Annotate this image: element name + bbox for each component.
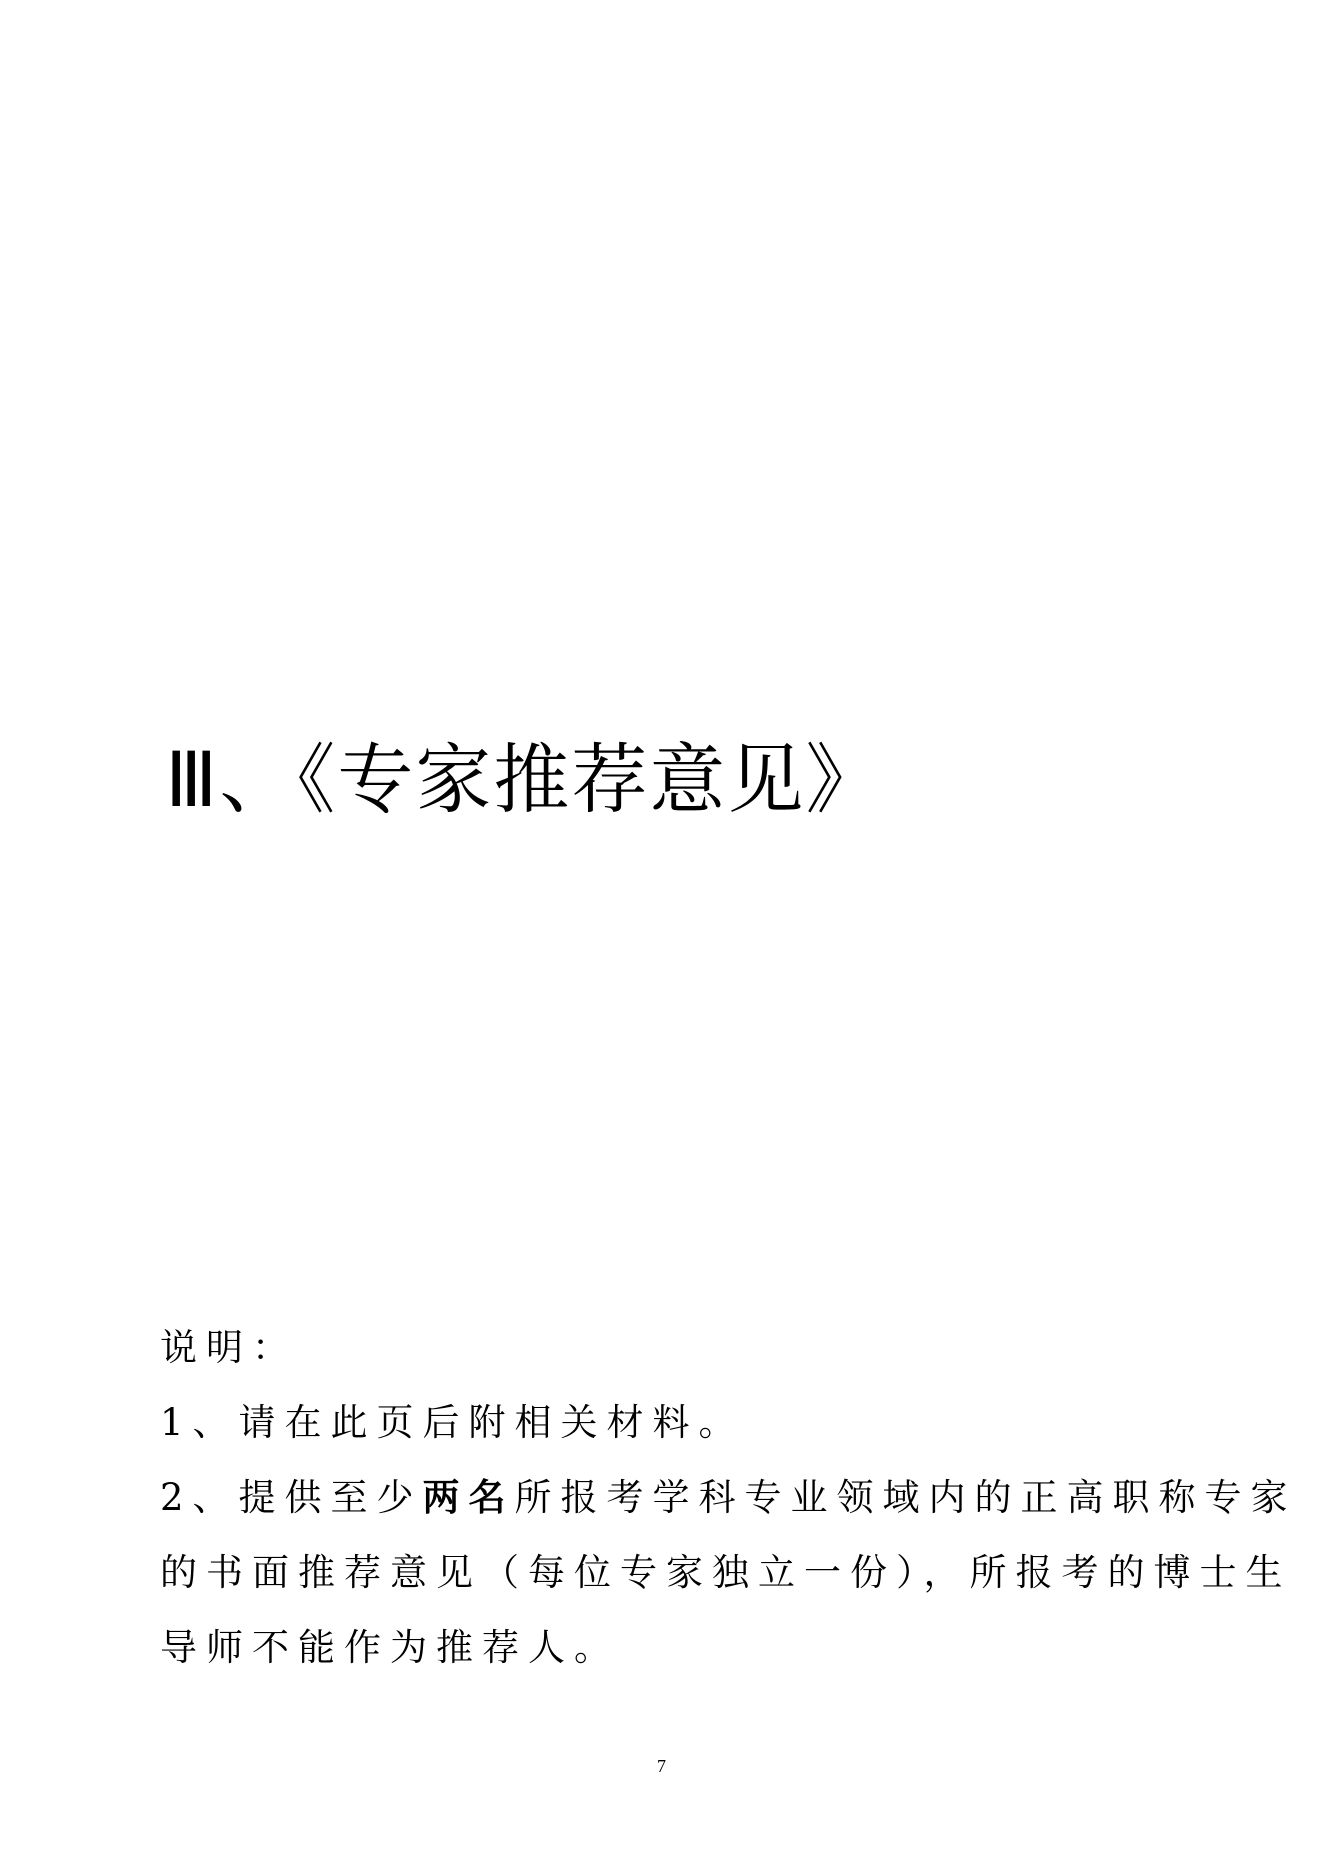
notes-heading: 说明： [160,1326,298,1369]
note-item-2-prefix: 2、提供至少 [160,1476,423,1519]
note-item-2-rest: 所报考学科专业领域内的正高职称专家 [514,1476,1297,1519]
note-item-2-line-2: 的书面推荐意见（每位专家独立一份），所报考的博士生 [160,1551,1292,1594]
notes-block [160,1310,1297,1685]
note-item-2-line-3: 导师不能作为推荐人。 [160,1626,620,1669]
note-item-1: 1、请在此页后附相关材料。 [160,1401,745,1444]
page-number: 7 [657,1756,666,1776]
note-item-2-emphasis: 两名 [422,1476,515,1519]
section-title: Ⅲ、《专家推荐意见》 [165,735,884,824]
note-item-2-line-1 [160,1460,1297,1535]
